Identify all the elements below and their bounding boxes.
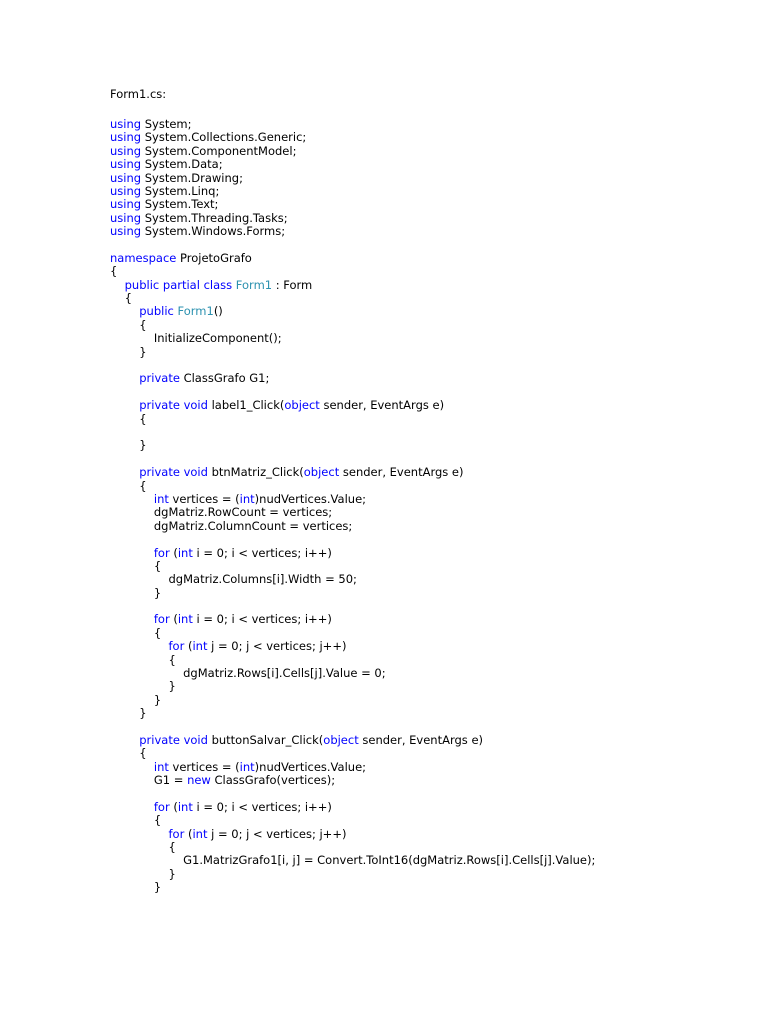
code-keyword: int (192, 826, 208, 841)
code-text: } (153, 585, 162, 600)
code-line (110, 346, 595, 359)
code-line (110, 198, 595, 211)
code-line (110, 319, 595, 332)
code-indent (110, 679, 169, 693)
code-indent (110, 880, 154, 894)
code-line (110, 680, 595, 693)
code-text: System.Drawing; (141, 170, 243, 185)
code-indent (110, 827, 169, 841)
code-keyword: using (110, 183, 142, 198)
code-line (110, 533, 595, 546)
code-line (110, 493, 595, 506)
code-line (110, 881, 595, 894)
code-line (110, 868, 595, 881)
code-line (110, 359, 595, 372)
code-line (110, 279, 595, 292)
code-indent (110, 572, 169, 586)
code-keyword: private (139, 371, 180, 386)
code-indent (110, 733, 139, 747)
code-indent (110, 626, 154, 640)
code-indent (110, 519, 154, 533)
code-keyword: private (139, 465, 180, 480)
code-text: ProjetoGrafo (176, 250, 252, 265)
code-line (110, 573, 595, 586)
code-text: InitializeComponent(); (153, 331, 282, 346)
code-text: j = 0; j < vertices; j++) (207, 639, 347, 654)
code-indent (110, 318, 139, 332)
code-text: dgMatriz.Rows[i].Cells[j].Value = 0; (183, 666, 386, 681)
code-text: } (139, 438, 147, 453)
code-keyword: for (168, 826, 185, 841)
code-keyword: void (183, 398, 208, 413)
code-text: vertices = ( (168, 491, 240, 506)
code-line (110, 667, 595, 680)
code-line (110, 694, 595, 707)
code-type-name: Form1 (235, 277, 273, 292)
code-text: j = 0; j < vertices; j++) (207, 826, 347, 841)
code-keyword: object (284, 398, 320, 413)
code-text: } (153, 880, 162, 895)
code-text: { (153, 625, 162, 640)
code-text: buttonSalvar_Click( (207, 732, 324, 747)
code-text: { (168, 652, 176, 667)
code-text: System.Threading.Tasks; (141, 210, 288, 225)
code-text: { (139, 317, 147, 332)
code-line (110, 788, 595, 801)
code-indent (110, 760, 154, 774)
code-keyword: using (110, 210, 142, 225)
code-text: { (139, 746, 147, 761)
code-keyword: int (153, 759, 169, 774)
code-keyword: class (203, 277, 233, 292)
code-indent (110, 492, 154, 506)
code-text: ( (184, 826, 193, 841)
code-line (110, 292, 595, 305)
code-text: i = 0; i < vertices; i++) (192, 545, 332, 560)
code-indent (110, 559, 154, 573)
code-indent (110, 653, 169, 667)
code-keyword: public (124, 277, 160, 292)
code-text: ( (169, 545, 178, 560)
code-indent (110, 345, 139, 359)
code-text: G1.MatrizGrafo1[i, j] = Convert.ToInt16(dgMatriz.Rows[i].Cells[j].Value); (183, 853, 596, 868)
code-indent (110, 371, 139, 385)
code-keyword: namespace (110, 250, 177, 265)
code-keyword: new (187, 773, 211, 788)
code-text: { (153, 558, 162, 573)
code-text: ( (169, 612, 178, 627)
code-line (110, 654, 595, 667)
code-line (110, 426, 595, 439)
code-line (110, 854, 595, 867)
code-text: ( (184, 639, 193, 654)
code-keyword: int (239, 759, 255, 774)
code-indent (110, 800, 154, 814)
code-text: )nudVertices.Value; (254, 491, 367, 506)
code-line (110, 185, 595, 198)
code-text: System.Windows.Forms; (141, 224, 286, 239)
code-keyword: object (323, 732, 359, 747)
code-line (110, 547, 595, 560)
code-text: { (153, 813, 162, 828)
code-line (110, 466, 595, 479)
code-indent (110, 304, 139, 318)
code-text: sender, EventArgs e) (358, 732, 484, 747)
code-line (110, 172, 595, 185)
code-line (110, 761, 595, 774)
code-line (110, 627, 595, 640)
code-indent (110, 639, 169, 653)
code-text: label1_Click( (207, 398, 285, 413)
code-line (110, 265, 595, 278)
code-line (110, 707, 595, 720)
code-keyword: using (110, 130, 142, 145)
code-indent (110, 706, 139, 720)
code-line (110, 841, 595, 854)
code-keyword: using (110, 224, 142, 239)
code-line (110, 453, 595, 466)
code-keyword: int (177, 545, 193, 560)
code-text: } (168, 679, 176, 694)
code-line (110, 225, 595, 238)
code-keyword: private (139, 732, 180, 747)
code-indent (110, 438, 139, 452)
code-text: System.Linq; (141, 183, 220, 198)
code-keyword: for (153, 799, 170, 814)
code-text: sender, EventArgs e) (319, 398, 445, 413)
code-text: } (139, 344, 147, 359)
code-text: i = 0; i < vertices; i++) (192, 799, 332, 814)
code-line (110, 399, 595, 412)
code-keyword: for (153, 545, 170, 560)
code-keyword: int (192, 639, 208, 654)
code-text: : Form (272, 277, 313, 292)
code-text: } (139, 706, 147, 721)
code-text: vertices = ( (168, 759, 240, 774)
code-indent (110, 746, 139, 760)
code-line (110, 131, 595, 144)
code-text: System.Data; (141, 157, 223, 172)
code-text: G1 = (153, 773, 188, 788)
code-line (110, 158, 595, 171)
code-text: { (139, 411, 147, 426)
code-line (110, 386, 595, 399)
code-line (110, 212, 595, 225)
code-text: btnMatriz_Click( (207, 465, 304, 480)
code-line (110, 640, 595, 653)
code-indent (110, 853, 183, 867)
code-keyword: using (110, 157, 142, 172)
code-text: ClassGrafo(vertices); (210, 773, 336, 788)
code-line (110, 506, 595, 519)
code-text: System; (141, 117, 192, 131)
code-text: { (124, 291, 132, 306)
code-indent (110, 465, 139, 479)
code-indent (110, 840, 169, 854)
code-keyword: using (110, 143, 142, 158)
code-keyword: for (168, 639, 185, 654)
code-indent (110, 278, 125, 292)
code-line (110, 332, 595, 345)
code-listing (110, 118, 595, 895)
code-line (110, 721, 595, 734)
code-indent (110, 331, 154, 345)
code-keyword: using (110, 197, 142, 212)
code-type-name: Form1 (177, 304, 214, 319)
code-line (110, 600, 595, 613)
code-text: () (213, 304, 223, 319)
code-line (110, 252, 595, 265)
code-keyword: int (177, 799, 193, 814)
code-text: } (168, 866, 176, 881)
code-text: sender, EventArgs e) (339, 465, 464, 480)
code-line (110, 480, 595, 493)
code-line (110, 413, 595, 426)
code-indent (110, 398, 139, 412)
code-keyword: int (177, 612, 193, 627)
code-text: i = 0; i < vertices; i++) (192, 612, 332, 627)
code-line (110, 828, 595, 841)
code-text: )nudVertices.Value; (254, 759, 367, 774)
code-line (110, 372, 595, 385)
code-keyword: private (139, 398, 180, 413)
code-line (110, 439, 595, 452)
code-keyword: void (183, 732, 208, 747)
code-line (110, 774, 595, 787)
code-keyword: int (153, 491, 169, 506)
code-line (110, 587, 595, 600)
code-line (110, 520, 595, 533)
code-keyword: using (110, 170, 142, 185)
code-line (110, 118, 595, 131)
code-line (110, 801, 595, 814)
code-indent (110, 291, 125, 305)
code-keyword: public (139, 304, 174, 319)
code-text: ClassGrafo G1; (179, 371, 270, 386)
code-keyword: for (153, 612, 170, 627)
code-text: { (139, 478, 147, 493)
code-text: System.ComponentModel; (141, 143, 297, 158)
code-indent (110, 813, 154, 827)
code-line (110, 560, 595, 573)
code-indent (110, 773, 154, 787)
code-indent (110, 612, 154, 626)
code-line (110, 613, 595, 626)
code-text: dgMatriz.Columns[i].Width = 50; (168, 572, 357, 587)
document-title: Form1.cs: (110, 87, 167, 101)
code-text: System.Text; (141, 197, 219, 212)
code-line (110, 747, 595, 760)
code-indent (110, 867, 169, 881)
code-keyword: object (303, 465, 340, 480)
code-keyword: int (239, 491, 255, 506)
code-text: { (110, 264, 118, 279)
code-indent (110, 505, 154, 519)
code-text: } (153, 692, 162, 707)
code-indent (110, 479, 139, 493)
code-line (110, 145, 595, 158)
code-text: dgMatriz.RowCount = vertices; (153, 505, 333, 520)
code-text: dgMatriz.ColumnCount = vertices; (153, 518, 353, 533)
code-indent (110, 693, 154, 707)
code-line (110, 734, 595, 747)
code-line (110, 305, 595, 318)
code-indent (110, 586, 154, 600)
code-line (110, 814, 595, 827)
code-text: System.Collections.Generic; (141, 130, 307, 145)
code-keyword: void (183, 465, 208, 480)
code-indent (110, 666, 183, 680)
code-indent (110, 412, 139, 426)
code-keyword: using (110, 117, 142, 131)
code-keyword: partial (162, 277, 200, 292)
code-indent (110, 546, 154, 560)
code-text: ( (169, 799, 178, 814)
code-line (110, 239, 595, 252)
code-text: { (168, 840, 176, 855)
